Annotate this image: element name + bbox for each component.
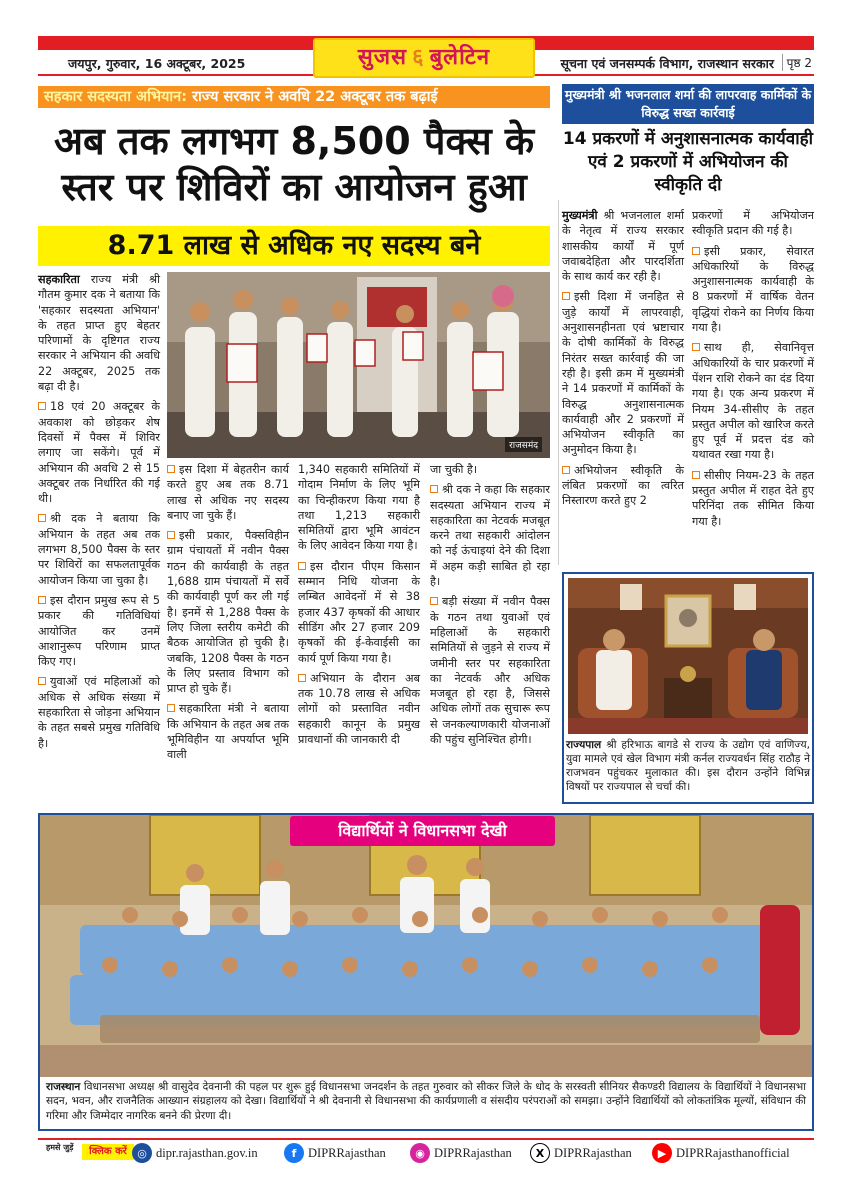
main-col-4-para-2: श्री दक ने कहा कि सहकार सदस्यता अभियान राज्य में सहकारिता का नेटवर्क मजबूत करने तथा सहकारी आंदोलन को नई ऊंचाइयां देने की दिशा में अहम कड़ी साबित हो रहा है। [430, 483, 550, 589]
side-col-a [562, 208, 684, 514]
main-col-2-para-1: इस दिशा में बेहतरीन कार्य करते हुए अब तक 8.71 लाख से अधिक नए सदस्य बनाए जा चुके हैं। [167, 463, 289, 522]
main-col-2-para-2: इसी प्रकार, पैक्सविहीन ग्राम पंचायतों में नवीन पैक्स गठन की कार्यवाही के तहत 1,688 ग्राम पंचायतों में सर्वे की कार्यवाही पूर्ण कर ली गई है। इनमें से 1,288 पैक्स के लिए जिला स्तरीय कमेटी की बैठक आयोजित हो चुकी है। जबकि, 1208 पैक्स के गठन के लिए प्रस्ताव विभाग को प्राप्त हो चुके हैं। [167, 529, 289, 696]
governor-meeting-photo [568, 578, 808, 734]
students-caption: राजस्थान विधानसभा अध्यक्ष श्री वासुदेव देवनानी की पहल पर शुरू हुई विधानसभा जनदर्शन के तहत गुरुवार को सीकर जिले के धोद के सरस्वती सीनियर सैकण्डरी विद्यालय के विद्यार्थियों ने विधानसभा सदन, भवन, और राजनैतिक आख्यान संग्रहालय को देखा। विद्यार्थियों ने श्री देवनानी से विधानसभा की कार्यप्रणाली व संसदीय परंपराओं को समझा। उन्होंने विद्यार्थियों को लोकतांत्रिक मूल्यों, संविधान की गरिमा और जिम्मेदार नागरिक बनने की प्रेरणा दी। [42, 1078, 810, 1125]
photo-credit: राजसमंद [505, 437, 542, 452]
x-link[interactable] [530, 1143, 632, 1163]
side-col-b-para-2: इसी प्रकार, सेवारत अधिकारियों के विरुद्ध अनुशासनात्मक कार्यवाही के 8 प्रकरणों में वार्षिक वेतन वृद्धियां रोकने का निर्णय किया गया है। [692, 244, 814, 335]
x-text: DIPRRajasthan [554, 1145, 632, 1160]
side-col-a-para-3: अभियोजन स्वीकृति के लंबित प्रकरणों का त्वरित निस्तारण करते हुए 2 [562, 463, 684, 508]
side-col-b-para-3: साथ ही, सेवानिवृत्त अधिकारियों के चार प्रकरणों में पेंशन राशि रोकने का दंड दिया गया है। एक अन्य प्रकरण में नियम 34-सीसीए के तहत प्रस्तुत अपील को खारिज करते हुए पूर्व में प्रदत्त दंड को यथावत रखा गया है। [692, 341, 814, 462]
main-col-4-para-1: जा चुकी है। [430, 463, 478, 476]
website-text: dipr.rajasthan.gov.in [156, 1145, 258, 1160]
students-section-tag: विद्यार्थियों ने विधानसभा देखी [290, 816, 555, 846]
lead-word: राजस्थान [46, 1081, 81, 1093]
main-col-3-para-3: अभियान के दौरान अब तक 10.78 लाख से अधिक लोगों को प्रस्तावित नवीन सहकारी कानून के प्रमुख प्रावधानों की जानकारी दी [298, 671, 420, 747]
side-col-b-para-4: सीसीए नियम-23 के तहत प्रस्तुत अपील में राहत देते हुए परिनिंदा तक सीमित किया गया है। [692, 468, 814, 528]
kicker-label: सहकार सदस्यता अभियान: [44, 89, 188, 105]
lead-word: सहकारिता [38, 273, 80, 286]
join-us-label: हमसे जुड़ें [46, 1143, 74, 1152]
logo-mark: ६ [412, 45, 425, 70]
instagram-link[interactable] [410, 1143, 512, 1163]
side-headline: 14 प्रकरणों में अनुशासनात्मक कार्यवाही एवं 2 प्रकरणों में अभियोजन की स्वीकृति दी [562, 129, 814, 195]
youtube-text: DIPRRajasthanofficial [676, 1145, 790, 1160]
square-bullet-icon [38, 677, 46, 685]
youtube-icon: ▶ [652, 1143, 672, 1163]
side-col-a-para-2: इसी दिशा में जनहित से जुड़े कार्यों में लापरवाही, अनुशासनहीनता एवं भ्रष्टाचार के दोषी कार्मिकों के विरुद्ध निरंतर सख्त कार्रवाई की जा रही है। इसी क्रम में मुख्यमंत्री ने 14 प्रकरणों में कार्मिकों के विरुद्ध अनुशासनात्मक कार्यवाही और 2 प्रकरणों में अभियोजन स्वीकृति का अनुमोदन किया है। [562, 290, 684, 457]
square-bullet-icon [692, 343, 700, 351]
square-bullet-icon [167, 704, 175, 712]
governor-caption: राज्यपाल श्री हरिभाऊ बागडे से राज्य के उद्योग एवं वाणिज्य, युवा मामले एवं खेल विभाग मंत्री कर्नल राज्यवर्धन सिंह राठौड़ ने राजभवन पहुंचकर मुलाकात की। इस दौरान उन्होंने विभिन्न विषयों पर राज्यपाल से चर्चा की। [566, 739, 810, 793]
side-kicker: मुख्यमंत्री श्री भजनलाल शर्मा की लापरवाह कार्मिकों के विरुद्ध सख्त कार्रवाई [562, 84, 814, 124]
main-col-2-para-3: सहकारिता मंत्री ने बताया कि अभियान के तहत अब तक भूमिविहीन या अपर्याप्त भूमि वाली [167, 702, 289, 762]
main-col-3 [298, 462, 420, 752]
instagram-text: DIPRRajasthan [434, 1145, 512, 1160]
main-col-1-para-4: इस दौरान प्रमुख रूप से 5 प्रकार की गतिविधियां आयोजित कर उनमें आशानुरूप परिणाम प्राप्त किए गए। [38, 593, 160, 669]
main-kicker [38, 86, 550, 108]
square-bullet-icon [38, 514, 46, 522]
main-col-4 [430, 462, 550, 752]
square-bullet-icon [430, 485, 438, 493]
x-icon: X [530, 1143, 550, 1163]
side-col-b [692, 208, 814, 534]
instagram-icon: ◉ [410, 1143, 430, 1163]
main-col-1-para-3: श्री दक ने बताया कि अभियान के तहत अब तक लगभग 8,500 पैक्स के स्तर पर शिविरों का सफलतापूर्वक आयोजन किया जा चुका है। [38, 512, 160, 587]
facebook-text: DIPRRajasthan [308, 1145, 386, 1160]
youtube-link[interactable] [652, 1143, 790, 1163]
square-bullet-icon [298, 674, 306, 682]
main-col-1-para-1: सहकारिता राज्य मंत्री श्री गौतम कुमार दक ने बताया कि 'सहकार सदस्यता अभियान' के तहत प्राप्त हुए बेहतर परिणामों के दृष्टिगत राज्य सरकार ने अभियान की अवधि 22 अक्टूबर, 2025 तक बढ़ा दी है। [38, 273, 160, 394]
column-divider [558, 200, 559, 565]
click-here-badge[interactable]: क्लिक करें [82, 1144, 134, 1160]
square-bullet-icon [167, 531, 175, 539]
square-bullet-icon [562, 292, 570, 300]
main-col-3-para-1: 1,340 सहकारी समितियों में गोदाम निर्माण के लिए भूमि का चिन्हीकरण किया गया है तथा 1,213 सहकारी समितियों द्वारा भूमि आवंटन के लिए आवेदन किया गया है। [298, 463, 420, 553]
main-col-4-para-3: बड़ी संख्या में नवीन पैक्स के गठन तथा युवाओं एवं महिलाओं के सहकारी समितियों से जुड़ने से राज्य में जमीनी स्तर पर सहकारिता का नेटवर्क और अधिक मजबूत हो रहा है, जिससे अधिक लोगों तक सुचारू रूप से जनकल्याणकारी योजनाओं की पहुंच सुनिश्चित होगी। [430, 595, 550, 747]
main-headline [38, 118, 550, 210]
sujas-bulletin-logo [313, 38, 535, 78]
side-col-b-para-1: प्रकरणों में अभियोजन स्वीकृति प्रदान की गई है। [692, 209, 814, 238]
square-bullet-icon [692, 247, 700, 255]
main-col-1 [38, 272, 160, 756]
place-date: जयपुर, गुरुवार, 16 अक्टूबर, 2025 [68, 56, 246, 71]
students-group-photo [40, 815, 812, 1077]
square-bullet-icon [430, 597, 438, 605]
main-col-1-para-2: 18 एवं 20 अक्टूबर के अवकाश को छोड़कर शेष दिवसों में पैक्स में शिविर लगाए जा सकेंगे। पूर्व में अभियान की अवधि 2 से 15 अक्टूबर तक निर्धारित की गई थी। [38, 400, 160, 506]
lead-word: मुख्यमंत्री [562, 209, 598, 222]
main-subheadline: 8.71 लाख से अधिक नए सदस्य बने [38, 226, 550, 266]
publisher: सूचना एवं जनसम्पर्क विभाग, राजस्थान सरकार [560, 56, 774, 71]
square-bullet-icon [562, 466, 570, 474]
cooperative-group-photo [167, 272, 550, 458]
main-col-2 [167, 462, 289, 768]
side-col-a-para-1: मुख्यमंत्री श्री भजनलाल शर्मा के नेतृत्व में राज्य सरकार शासकीय कार्यों में पूर्ण जवाबदेहिता और पारदर्शिता के साथ कार्य कर रही है। [562, 209, 684, 284]
logo-right: बुलेटिन [429, 45, 491, 70]
headline-line-2: स्तर पर शिविरों का आयोजन हुआ [61, 165, 527, 209]
square-bullet-icon [38, 596, 46, 604]
page-number: पृष्ठ 2 [782, 54, 812, 71]
square-bullet-icon [298, 562, 306, 570]
footer-social-bar [38, 1138, 814, 1164]
kicker-text: राज्य सरकार ने अवधि 22 अक्टूबर तक बढ़ाई [187, 89, 438, 105]
facebook-icon: f [284, 1143, 304, 1163]
square-bullet-icon [692, 471, 700, 479]
facebook-link[interactable] [284, 1143, 386, 1163]
lead-word: राज्यपाल [566, 739, 602, 751]
square-bullet-icon [167, 465, 175, 473]
headline-line-1: अब तक लगभग 8,500 पैक्स के [53, 119, 535, 163]
logo-left: सुजस [357, 45, 407, 70]
main-col-1-para-5: युवाओं एवं महिलाओं को अधिक से अधिक संख्या में सहकारिता से जोड़ना अभियान के तहत सबसे प्रमुख गतिविधि है। [38, 675, 160, 750]
website-link[interactable] [132, 1143, 258, 1163]
main-col-3-para-2: इस दौरान पीएम किसान सम्मान निधि योजना के लम्बित आवेदनों में से 38 हजार 437 कृषकों की आधार सीडिंग और 27 हजार 209 कृषकों की ई-केवाईसी का कार्य पूर्ण किया गया है। [298, 559, 420, 665]
globe-icon: ◎ [132, 1143, 152, 1163]
square-bullet-icon [38, 402, 46, 410]
